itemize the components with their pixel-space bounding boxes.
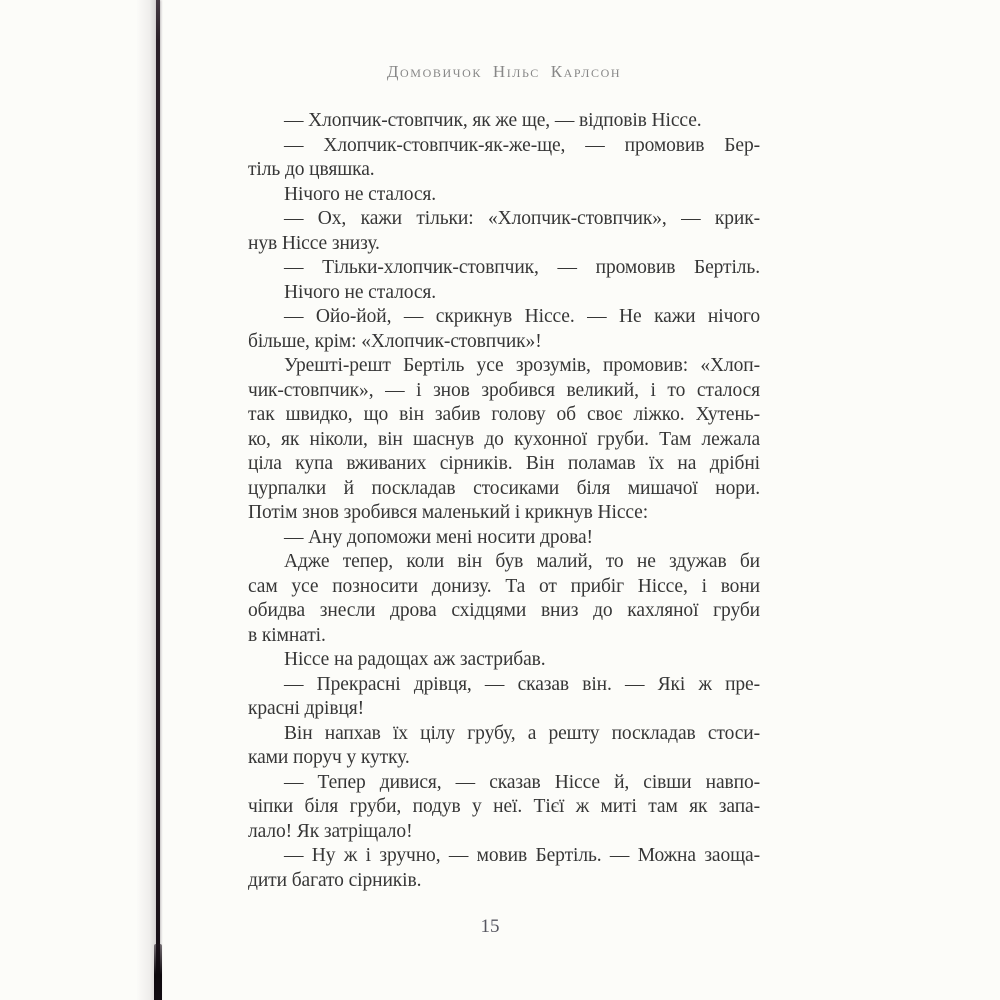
text-line: так швидко, що він забив голову об своє ліжко. Хутень-: [248, 404, 760, 425]
text-line: Нічого не сталося.: [284, 183, 437, 205]
book-spine-line-bottom: [154, 944, 162, 1000]
text-line: — Прекрасні дрівця, — сказав він. — Які ж пре-: [284, 673, 760, 695]
text-line: цурпалки й поскладав стосиками біля мишачої нори.: [248, 477, 760, 499]
text-line: Урешті-решт Бертіль усе зрозумів, промовив: «Хлоп-: [284, 355, 760, 376]
text-line: — Хлопчик-стовпчик-як-же-ще, — промовив Бер-: [284, 134, 760, 156]
text-line: більше, крім: «Хлопчик-стовпчик»!: [248, 330, 542, 352]
text-line: сам усе позносити донизу. Та от прибіг Ніссе, і вони: [248, 575, 760, 597]
text-line: тіль до цвяшка.: [248, 159, 375, 180]
running-header: Домовичок Нільс Карлсон: [386, 62, 622, 81]
text-line: — Тепер дивися, — сказав Ніссе й, сівши навпо-: [284, 771, 760, 793]
text-line: — Ох, кажи тільки: «Хлопчик-стовпчик», — крик-: [284, 208, 760, 229]
text-line: Потім знов зробився маленький і крикнув Ніссе:: [248, 502, 649, 523]
text-line: ціла купа вживаних сірників. Він поламав їх на дрібні: [248, 453, 760, 474]
text-line: в кімнаті.: [248, 624, 326, 646]
text-line: — Ану допоможи мені носити дрова!: [284, 526, 593, 548]
body-text: [248, 109, 760, 893]
text-line: Нічого не сталося.: [284, 281, 437, 303]
text-line: лало! Як затріщало!: [248, 820, 413, 842]
text-line: чик-стовпчик», — і знов зробився великий, і то сталося: [248, 379, 760, 401]
text-line: Він напхав їх цілу грубу, а решту поскладав стоси-: [284, 722, 760, 744]
text-line: чіпки біля груби, подув у неї. Тієї ж миті там як запа-: [248, 796, 760, 817]
text-line: — Ну ж і зручно, — мовив Бертіль. — Можна заоща-: [284, 845, 760, 866]
text-line: Ніссе на радощах аж застрибав.: [284, 649, 546, 670]
text-line: дити багато сірників.: [248, 869, 422, 891]
text-line: — Ойо-йой, — скрикнув Ніссе. — Не кажи нічого: [284, 306, 760, 327]
text-line: нув Ніссе знизу.: [248, 232, 380, 254]
page-number: 15: [480, 916, 500, 937]
text-line: ко, як ніколи, він шаснув до кухонної груби. Там лежала: [248, 428, 760, 450]
text-line: — Хлопчик-стовпчик, як же ще, — відповів Ніссе.: [284, 110, 702, 131]
text-line: обидва знесли дрова східцями вниз до кахляної груби: [248, 600, 760, 621]
page-edge-shadow: [136, 0, 156, 1000]
text-line: ками поруч у кутку.: [248, 747, 410, 768]
text-line: Адже тепер, коли він був малий, то не здужав би: [284, 551, 760, 572]
text-line: — Тільки-хлопчик-стовпчик, — промовив Бертіль.: [284, 257, 760, 278]
book-spine-line: [156, 0, 160, 1000]
text-line: красні дрівця!: [248, 698, 365, 719]
